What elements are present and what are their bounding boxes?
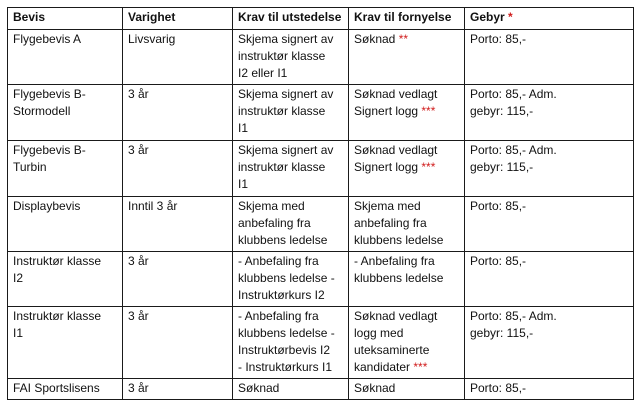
cell-krav-utstedelse-line	[238, 232, 343, 249]
cell-bevis-text: Stormodell	[13, 104, 71, 118]
cell-krav-fornyelse-text: klubbens ledelse	[354, 271, 444, 285]
footnote-mark: ***	[413, 360, 428, 374]
cell-bevis-text: Instruktør klasse	[13, 254, 102, 268]
cell-bevis-text: Instruktør klasse	[13, 309, 102, 323]
cell-gebyr-line	[470, 31, 628, 48]
cell-krav-utstedelse-text: Skjema signert av	[238, 87, 334, 101]
cell-krav-utstedelse	[233, 85, 349, 141]
table-body	[8, 30, 634, 400]
cell-krav-utstedelse-line	[238, 103, 343, 120]
cell-krav-fornyelse-line	[354, 103, 459, 120]
cell-krav-utstedelse	[233, 252, 349, 307]
cell-bevis-text: Turbin	[13, 160, 47, 174]
cell-gebyr-text: gebyr: 115,-	[470, 326, 534, 340]
cell-krav-utstedelse-text: Instruktørkurs I2	[238, 288, 325, 302]
cell-krav-fornyelse-line	[354, 325, 459, 342]
cell-gebyr-text: Porto: 85,-	[470, 32, 527, 46]
cell-krav-utstedelse-line	[238, 325, 343, 342]
cell-bevis-line	[13, 31, 117, 48]
cell-gebyr	[465, 307, 634, 379]
cell-gebyr-text: Porto: 85,- Adm.	[470, 309, 557, 323]
cell-krav-fornyelse-line	[354, 31, 459, 48]
cell-krav-utstedelse-line	[238, 31, 343, 48]
footnote-mark: **	[398, 32, 409, 46]
cell-krav-fornyelse	[349, 85, 465, 141]
cell-gebyr-line	[470, 159, 628, 176]
cell-bevis-text: I1	[13, 326, 24, 340]
cell-krav-fornyelse-text: Signert logg	[354, 104, 419, 118]
cell-gebyr	[465, 30, 634, 85]
cell-krav-utstedelse-text: klubbens ledelse	[238, 233, 328, 247]
cell-krav-utstedelse-line	[238, 86, 343, 103]
cell-bevis-line	[13, 198, 117, 215]
cell-krav-fornyelse-line	[354, 142, 459, 159]
table-row	[8, 197, 634, 252]
cell-bevis-text: I2	[13, 271, 24, 285]
cell-gebyr-text: Porto: 85,-	[470, 381, 527, 395]
cell-gebyr-line	[470, 198, 628, 215]
cell-krav-utstedelse-text: klubbens ledelse -	[238, 271, 335, 285]
cell-krav-utstedelse-line	[238, 287, 343, 304]
header-krav-fornyelse: Krav til fornyelse	[349, 8, 465, 30]
cell-krav-fornyelse-text: Søknad vedlagt	[354, 143, 438, 157]
cell-gebyr-line	[470, 142, 628, 159]
cell-krav-utstedelse-line	[238, 270, 343, 287]
cell-krav-utstedelse-text: - Instruktørkurs I1	[238, 360, 333, 374]
cell-krav-fornyelse-line	[354, 342, 459, 359]
cell-krav-utstedelse-line	[238, 120, 343, 137]
cell-varighet: Inntil 3 år	[123, 197, 233, 252]
cell-krav-utstedelse-line	[238, 253, 343, 270]
cell-gebyr-line	[470, 103, 628, 120]
cell-krav-fornyelse-line	[354, 380, 459, 397]
cell-krav-utstedelse-text: - Anbefaling fra	[238, 309, 319, 323]
header-gebyr	[465, 8, 634, 30]
cell-krav-utstedelse-text: I2 eller I1	[238, 66, 288, 80]
cell-krav-utstedelse-line	[238, 198, 343, 215]
footnote-mark: ***	[421, 104, 436, 118]
cell-krav-utstedelse-text: instruktør klasse	[238, 49, 326, 63]
cell-gebyr-line	[470, 86, 628, 103]
cell-krav-fornyelse-text: - Anbefaling fra	[354, 254, 435, 268]
cell-bevis	[8, 197, 123, 252]
cell-bevis	[8, 30, 123, 85]
cell-gebyr-text: gebyr: 115,-	[470, 104, 534, 118]
cell-varighet: Livsvarig	[123, 30, 233, 85]
cell-krav-fornyelse-line	[354, 159, 459, 176]
table-row	[8, 30, 634, 85]
cell-bevis	[8, 307, 123, 379]
cell-krav-utstedelse-text: instruktør klasse	[238, 104, 326, 118]
footnote-mark: *	[508, 10, 513, 24]
cell-krav-utstedelse	[233, 141, 349, 197]
cell-krav-fornyelse-text: Signert logg	[354, 160, 419, 174]
cell-krav-fornyelse-text: Søknad	[354, 381, 396, 395]
cell-bevis-line	[13, 103, 117, 120]
cell-krav-fornyelse-text: kandidater	[354, 360, 411, 374]
cell-krav-fornyelse-text: Søknad vedlagt	[354, 87, 438, 101]
cell-bevis	[8, 252, 123, 307]
header-gebyr-label: Gebyr	[470, 10, 505, 24]
cell-gebyr-text: Porto: 85,- Adm.	[470, 87, 557, 101]
cell-krav-fornyelse-text: Søknad	[354, 32, 396, 46]
cell-krav-fornyelse-text: klubbens ledelse	[354, 233, 444, 247]
cell-bevis-line	[13, 86, 117, 103]
cell-krav-utstedelse	[233, 197, 349, 252]
cell-krav-utstedelse	[233, 379, 349, 400]
cell-krav-fornyelse-line	[354, 215, 459, 232]
cell-gebyr-text: gebyr: 115,-	[470, 160, 534, 174]
cell-krav-fornyelse	[349, 307, 465, 379]
cell-krav-fornyelse-text: logg med	[354, 326, 404, 340]
cell-krav-utstedelse-line	[238, 65, 343, 82]
header-row	[8, 8, 634, 30]
table-row	[8, 307, 634, 379]
cell-krav-utstedelse-line	[238, 342, 343, 359]
cell-bevis-line	[13, 253, 117, 270]
cell-gebyr-line	[470, 308, 628, 325]
cell-krav-fornyelse	[349, 141, 465, 197]
cell-gebyr	[465, 85, 634, 141]
cell-gebyr	[465, 141, 634, 197]
cell-krav-utstedelse-line	[238, 308, 343, 325]
cell-gebyr-line	[470, 253, 628, 270]
cell-krav-fornyelse-text: Skjema med	[354, 199, 421, 213]
cell-krav-utstedelse-text: - Anbefaling fra	[238, 254, 319, 268]
cell-krav-fornyelse-text: uteksaminerte	[354, 343, 430, 357]
cell-krav-utstedelse-text: anbefaling fra	[238, 216, 311, 230]
header-varighet: Varighet	[123, 8, 233, 30]
cell-varighet: 3 år	[123, 85, 233, 141]
header-krav-utstedelse: Krav til utstedelse	[233, 8, 349, 30]
cell-krav-utstedelse-text: Skjema signert av	[238, 32, 334, 46]
cell-gebyr-text: Porto: 85,- Adm.	[470, 143, 557, 157]
cell-varighet: 3 år	[123, 252, 233, 307]
cell-krav-fornyelse	[349, 379, 465, 400]
cell-krav-utstedelse-text: Skjema med	[238, 199, 305, 213]
cell-krav-fornyelse-line	[354, 232, 459, 249]
cell-krav-utstedelse-line	[238, 176, 343, 193]
cell-krav-fornyelse-line	[354, 308, 459, 325]
cell-bevis-text: FAI Sportslisens	[13, 381, 100, 395]
cell-krav-utstedelse-line	[238, 142, 343, 159]
table-row	[8, 379, 634, 400]
cell-krav-utstedelse-line	[238, 359, 343, 376]
certificate-table	[7, 7, 634, 400]
cell-krav-utstedelse-text: I1	[238, 177, 249, 191]
cell-gebyr-line	[470, 325, 628, 342]
cell-krav-fornyelse	[349, 252, 465, 307]
cell-gebyr-text: Porto: 85,-	[470, 199, 527, 213]
cell-bevis-line	[13, 380, 117, 397]
cell-krav-utstedelse-line	[238, 215, 343, 232]
cell-krav-utstedelse-text: Søknad	[238, 381, 280, 395]
cell-krav-fornyelse-text: anbefaling fra	[354, 216, 427, 230]
cell-krav-fornyelse-line	[354, 359, 459, 376]
cell-bevis-line	[13, 308, 117, 325]
cell-krav-utstedelse-text: I1	[238, 121, 249, 135]
cell-bevis-line	[13, 270, 117, 287]
cell-bevis-text: Flygebevis A	[13, 32, 82, 46]
cell-krav-fornyelse-line	[354, 86, 459, 103]
cell-krav-fornyelse	[349, 197, 465, 252]
cell-krav-utstedelse	[233, 307, 349, 379]
cell-krav-fornyelse	[349, 30, 465, 85]
table-row	[8, 85, 634, 141]
header-bevis: Bevis	[8, 8, 123, 30]
cell-bevis-text: Flygebevis B-	[13, 87, 86, 101]
table-row	[8, 252, 634, 307]
footnote-mark: ***	[421, 160, 436, 174]
cell-gebyr	[465, 252, 634, 307]
cell-krav-utstedelse-line	[238, 159, 343, 176]
cell-varighet: 3 år	[123, 141, 233, 197]
table-row	[8, 141, 634, 197]
cell-gebyr-line	[470, 380, 628, 397]
cell-bevis	[8, 379, 123, 400]
cell-krav-utstedelse-text: klubbens ledelse -	[238, 326, 335, 340]
cell-krav-fornyelse-line	[354, 270, 459, 287]
cell-krav-utstedelse-text: instruktør klasse	[238, 160, 326, 174]
cell-krav-utstedelse-line	[238, 380, 343, 397]
cell-bevis-text: Flygebevis B-	[13, 143, 86, 157]
cell-gebyr	[465, 197, 634, 252]
cell-bevis-line	[13, 159, 117, 176]
cell-bevis-line	[13, 142, 117, 159]
cell-krav-utstedelse-line	[238, 48, 343, 65]
cell-varighet: 3 år	[123, 307, 233, 379]
cell-bevis	[8, 141, 123, 197]
cell-krav-utstedelse-text: Instruktørbevis I2	[238, 343, 331, 357]
cell-krav-fornyelse-line	[354, 253, 459, 270]
cell-krav-fornyelse-line	[354, 198, 459, 215]
cell-bevis-text: Displaybevis	[13, 199, 81, 213]
cell-krav-utstedelse	[233, 30, 349, 85]
cell-varighet: 3 år	[123, 379, 233, 400]
cell-bevis-line	[13, 325, 117, 342]
cell-krav-fornyelse-text: Søknad vedlagt	[354, 309, 438, 323]
cell-krav-utstedelse-text: Skjema signert av	[238, 143, 334, 157]
cell-gebyr	[465, 379, 634, 400]
cell-gebyr-text: Porto: 85,-	[470, 254, 527, 268]
cell-bevis	[8, 85, 123, 141]
